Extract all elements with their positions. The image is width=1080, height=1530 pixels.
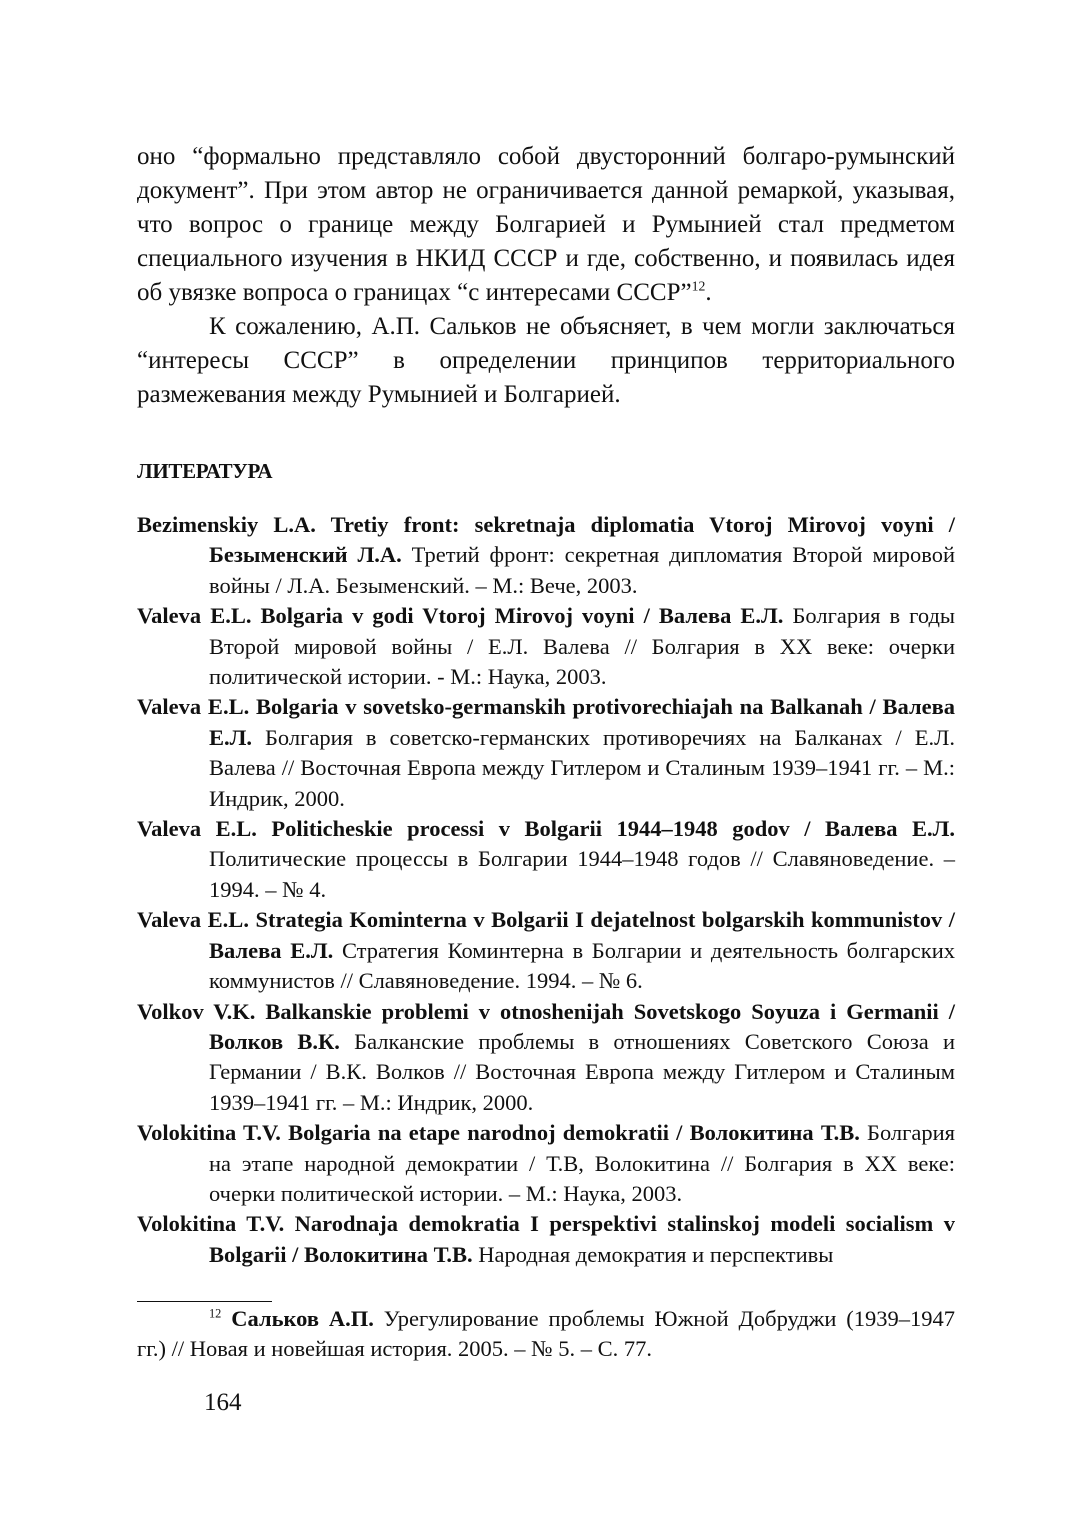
paragraph-tail: . [705,279,712,306]
footnote-reference[interactable]: 12 [691,278,706,294]
bibliography-entry [137,814,955,905]
entry-latin-title: Volokitina T.V. Bolgaria na etape narodnoj demokratii / [137,1120,683,1146]
page-number: 164 [204,1389,242,1416]
entry-details: Стратегия Коминтерна в Болгарии и деятельность болгарских коммунистов // Славяноведение. 1994. – № 6. [209,937,955,994]
footnote-author: Сальков А.П. [231,1306,374,1331]
bibliography-entry [137,905,955,996]
entry-latin-title: Valeva E.L. Strategia Kominterna v Bolgarii I dejatelnost bolgarskih kommunistov / [137,907,955,933]
footnote [137,1304,955,1365]
entry-author: Валева Е.Л. [825,816,955,842]
entry-details: Политические процессы в Болгарии 1944–1948 годов // Славяноведение. – 1994. – № 4. [209,846,955,902]
body-text [137,140,955,412]
entry-author: Волокитина Т.В. [689,1120,860,1146]
entry-details: Балканские проблемы в отношениях Советского Союза и Германии / В.К. Волков // Восточная Европа между Гитлером и Сталиным 1939–1941 гг. – М.: Индрик, 2000. [209,1028,956,1115]
entry-author: Волков В.К. [209,1028,340,1054]
entry-author: Валева Е.Л. [209,694,955,750]
entry-latin-title: Volokitina T.V. Narodnaja demokratia I perspektivi stalinskoj modeli socialism v Bolgarii / [137,1211,955,1267]
entry-latin-title: Valeva E.L. Politicheskie processi v Bolgarii 1944–1948 godov / [137,816,811,842]
page-content [137,140,955,1270]
footnote-divider [137,1301,272,1302]
literature-heading: ЛИТЕРАТУРА [137,459,273,483]
entry-details: Болгария на этапе народной демократии / Т.В, Волокитина // Болгария в XX веке: очерки политической истории. – М.: Наука, 2003. [209,1120,956,1206]
bibliography-entry [137,997,955,1119]
paragraph-text: оно “формально представляло собой двусторонний болгаро-румынский документ”. При этом автор не ограничивается данной ремаркой, указывая, что вопрос о границе между Болгарией и Румынией стал предметом специального изучения в НКИД СССР и где, собственно, и появилась идея об увязке вопроса о границах “с интересами СССР” [137,143,955,306]
entry-details: Болгария в годы Второй мировой войны / Е.Л. Валева // Болгария в XX веке: очерки политической истории. - М.: Наука, 2003. [209,603,956,690]
bibliography-entry [137,1209,955,1270]
entry-latin-title: Volkov V.K. Balkanskie problemi v otnoshenijah Sovetskogo Soyuza i Germanii / [137,998,955,1024]
entry-latin-title: Valeva E.L. Bolgaria v sovetsko-germanskih protivorechiajah na Balkanah / [137,694,876,720]
footnote-number: 12 [209,1306,222,1321]
entry-details: Третий фронт: секретная дипломатия Второй мировой войны / Л.А. Безыменский. – М.: Вече, 2003. [209,542,956,598]
paragraph [137,140,955,310]
entry-author: Валева Е.Л. [209,937,334,963]
entry-details: Болгария в советско-германских противоречиях на Балканах / Е.Л. Валева // Восточная Европа между Гитлером и Сталиным 1939–1941 гг. – М.: Индрик, 2000. [209,724,956,811]
footnote-text: Урегулирование проблемы Южной Добруджи (1939–1947 гг.) // Новая и новейшая история. 2005. – № 5. – С. 77. [137,1306,956,1362]
bibliography-entry [137,692,955,814]
entry-latin-title: Bezimenskiy L.A. Tretiy front: sekretnaja diplomatia Vtoroj Mirovoj voyni / [137,512,955,537]
bibliography-entry [137,510,955,601]
bibliography-list [137,510,955,1270]
bibliography-entry [137,601,955,692]
entry-author: Валева Е.Л. [658,603,784,629]
entry-latin-title: Valeva E.L. Bolgaria v godi Vtoroj Mirovoj voyni / [137,603,650,629]
entry-author: Волокитина Т.В. [304,1241,473,1267]
entry-author: Безыменский Л.А. [209,542,402,568]
entry-details: Народная демократия и перспективы [478,1241,834,1267]
bibliography-entry [137,1118,955,1209]
paragraph: К сожалению, А.П. Сальков не объясняет, в чем могли заключаться “интересы СССР” в определении принципов территориального размежевания между Румынией и Болгарией. [137,313,955,408]
